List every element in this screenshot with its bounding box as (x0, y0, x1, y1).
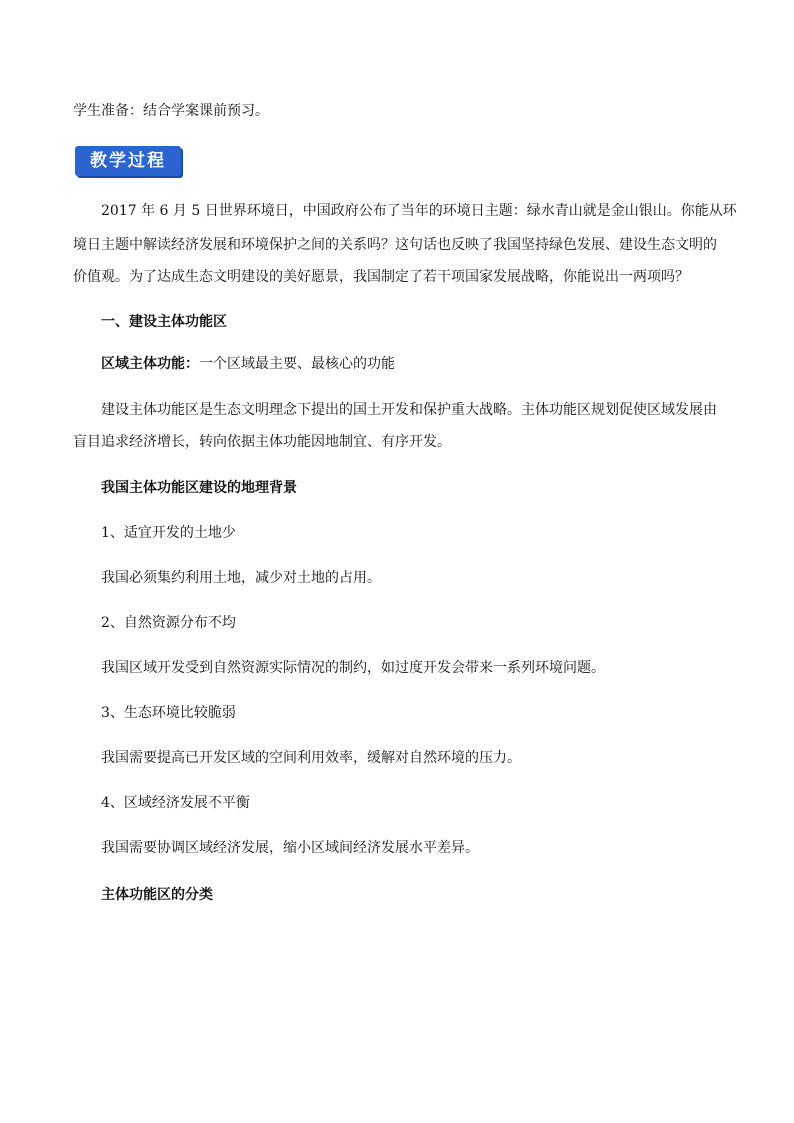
intro-line-1: 2017 年 6 月 5 日世界环境日，中国政府公布了当年的环境日主题：绿水青山就是金山银山。你能从环 (101, 203, 737, 219)
background-item-1-text: 我国必须集约利用土地，减少对土地的占用。 (101, 570, 381, 586)
student-prep-text: 学生准备：结合学案课前预习。 (73, 103, 269, 119)
background-item-3-text: 我国需要提高已开发区域的空间利用效率，缓解对自然环境的压力。 (101, 750, 521, 766)
background-item-1-title: 1、适宜开发的土地少 (101, 525, 236, 541)
definition-line (101, 354, 761, 374)
section1-para-line-1: 建设主体功能区是生态文明理念下提出的国土开发和保护重大战略。主体功能区规划促使区域发展由 (101, 402, 717, 418)
background-item-2-text: 我国区域开发受到自然资源实际情况的制约，如过度开发会带来一系列环境问题。 (101, 660, 605, 676)
section-badge-label: 教学过程 (90, 151, 166, 171)
background-item-3-title: 3、生态环境比较脆弱 (101, 705, 236, 721)
background-item-4-title: 4、区域经济发展不平衡 (101, 795, 250, 811)
section-badge-teaching-process (75, 146, 181, 176)
definition-term: 区域主体功能： (101, 356, 199, 372)
background-heading: 我国主体功能区建设的地理背景 (101, 480, 297, 496)
classification-heading: 主体功能区的分类 (101, 887, 213, 903)
definition-text: 一个区域最主要、最核心的功能 (199, 356, 395, 372)
background-item-2-title: 2、自然资源分布不均 (101, 615, 236, 631)
section1-heading: 一、建设主体功能区 (101, 314, 227, 330)
intro-line-2: 境日主题中解读经济发展和环境保护之间的关系吗？这句话也反映了我国坚持绿色发展、建设生态文明的 (73, 237, 717, 253)
background-item-4-text: 我国需要协调区域经济发展，缩小区域间经济发展水平差异。 (101, 840, 479, 856)
section1-para-line-2: 盲目追求经济增长，转向依据主体功能因地制宜、有序开发。 (73, 434, 451, 450)
intro-line-3: 价值观。为了达成生态文明建设的美好愿景，我国制定了若干项国家发展战略，你能说出一两项吗？ (73, 269, 689, 285)
